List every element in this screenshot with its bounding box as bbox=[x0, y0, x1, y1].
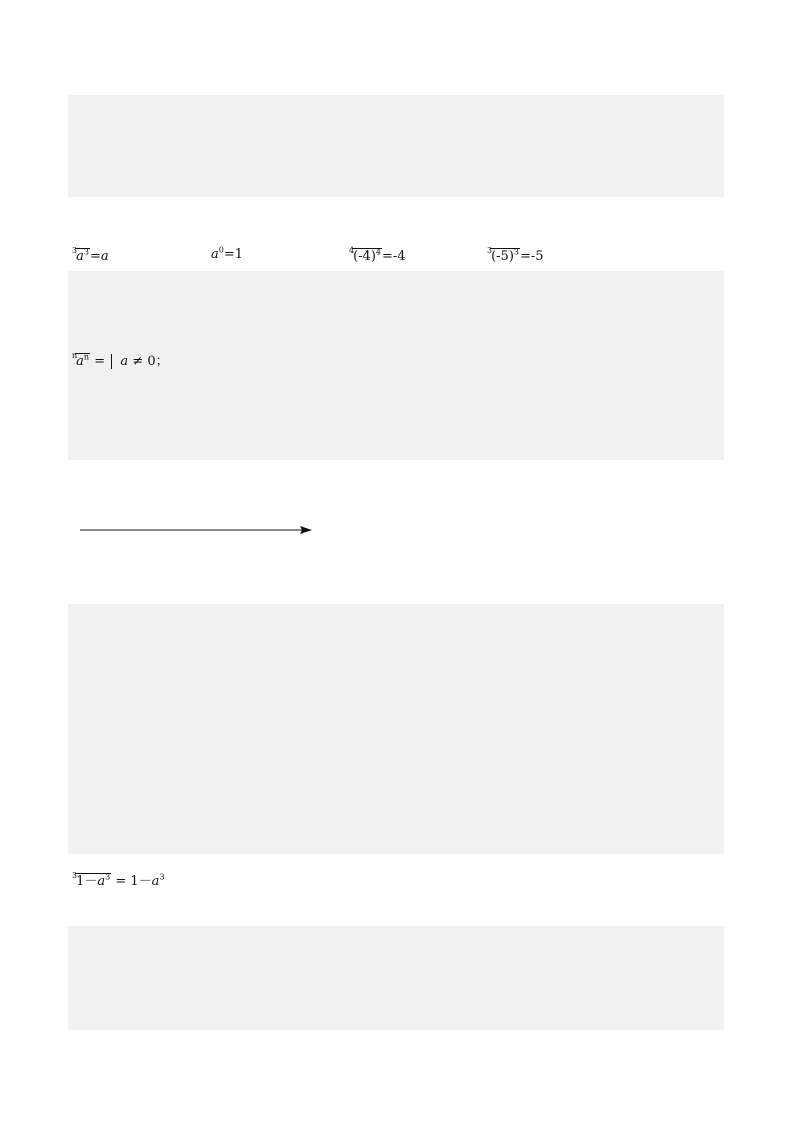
q5-option-d: $^3(-5)^3=-5$ bbox=[487, 246, 544, 264]
q7-shade bbox=[68, 926, 724, 1030]
q6-shade bbox=[68, 604, 724, 854]
number-line-figure bbox=[76, 505, 326, 560]
q5-option-c: $^4(-4)^4=-4$ bbox=[349, 246, 406, 264]
q5-solution: $^na^n$ = a ≠ 0； bbox=[72, 351, 169, 369]
q7-stem: $^31-a^3 = 1-a^3$ bbox=[72, 871, 165, 889]
q5-option-a: $^3a^3=a$ bbox=[72, 246, 109, 264]
q5-option-b: $a^0=1$ bbox=[211, 246, 244, 263]
q4-shade bbox=[68, 95, 724, 197]
